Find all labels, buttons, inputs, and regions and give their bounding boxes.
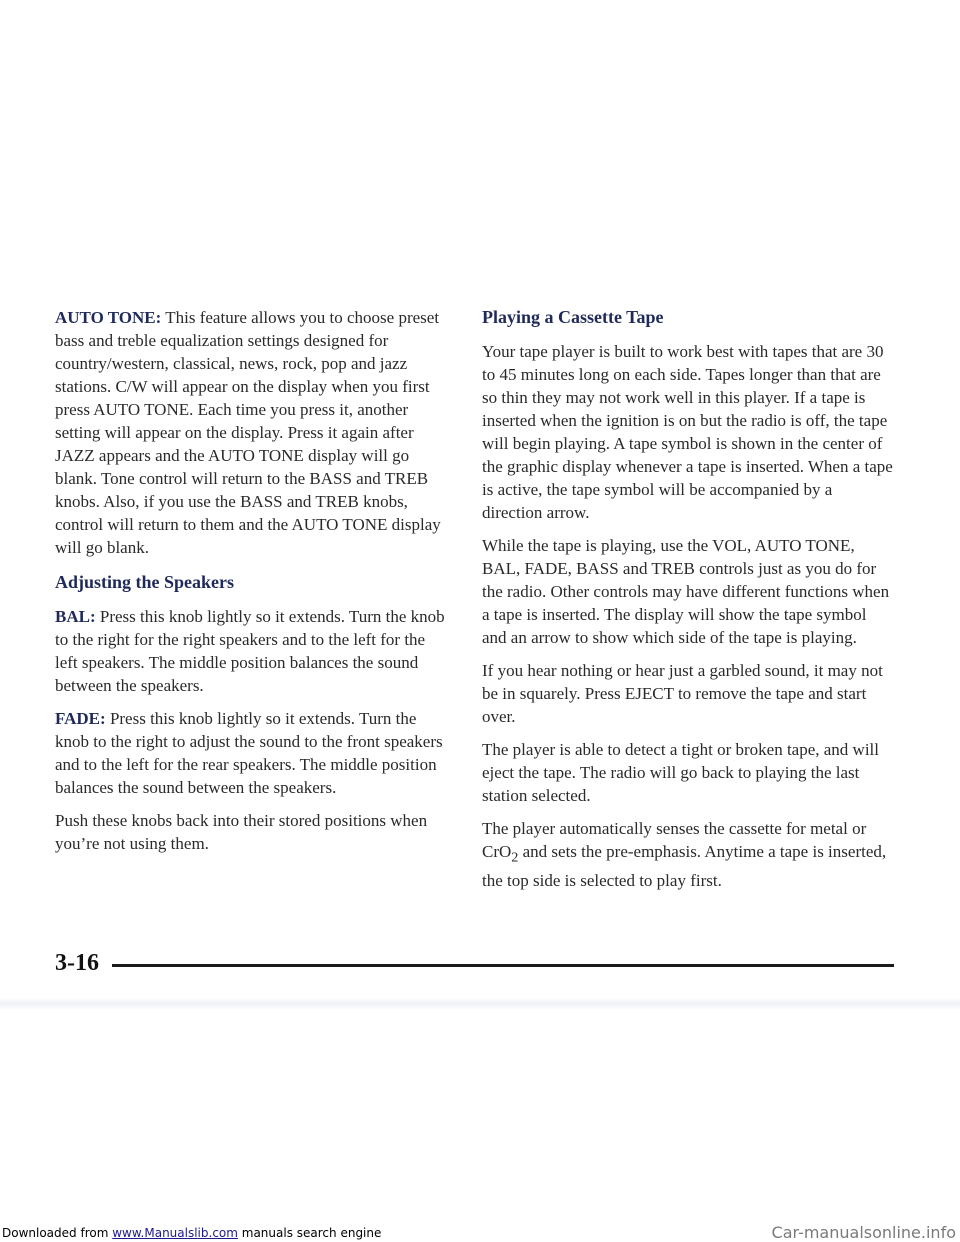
tape-controls-paragraph: While the tape is playing, use the VOL, AUTO TONE, BAL, FADE, BASS and TREB controls just as you do for the radio. Other controls may have different functions when a tape is inserted. The display will show the tape symbol and an arrow to show which side of the tape is playing.	[482, 536, 890, 647]
bal-text: Press this knob lightly so it extends. Turn the knob to the right for the right speakers and to the left for the left speakers. The middle position balances the sound between the speakers.	[55, 607, 445, 695]
tape-player-paragraph: Your tape player is built to work best with tapes that are 30 to 45 minutes long on each side. Tapes longer than that are so thin they may not work well in this player. If a tape is inserted when the ignition is on but the radio is off, the tape will begin playing. A tape symbol is shown in the center of the graphic display whenever a tape is inserted. When a tape is active, the tape symbol will be accompanied by a direction arrow.	[482, 342, 893, 522]
footer-prefix: Downloaded from	[2, 1226, 113, 1240]
fade-term: FADE:	[55, 709, 106, 728]
adjusting-speakers-heading: Adjusting the Speakers	[55, 572, 235, 592]
cro2-subscript: 2	[511, 849, 519, 866]
footer-suffix: manuals search engine	[237, 1226, 382, 1240]
pre-emphasis-text-b: and sets the pre-emphasis. Anytime a tape is inserted, the top side is selected to play first.	[482, 842, 887, 891]
pre-emphasis-text-a: The player automatically senses the cassette for metal or CrO	[482, 819, 867, 861]
manualslib-link[interactable]: www.Manualslib.com	[112, 1226, 238, 1240]
auto-tone-paragraph	[55, 306, 450, 559]
footer-rule	[112, 964, 894, 967]
auto-tone-term: AUTO TONE:	[55, 308, 162, 327]
watermark-text: Car-manualsonline.info	[771, 1223, 956, 1242]
scan-shadow-band	[0, 998, 960, 1010]
fade-text: Press this knob lightly so it extends. Turn the knob to the right to adjust the sound to the front speakers and to the left for the rear speakers. The middle position balances the sound between the speakers.	[55, 709, 443, 797]
push-knobs-paragraph: Push these knobs back into their stored positions when you’re not using them.	[55, 811, 428, 853]
right-column	[482, 306, 894, 902]
left-column	[55, 306, 450, 865]
auto-tone-text: This feature allows you to choose preset bass and treble equalization settings designed for country/western, classical, news, rock, pop and jazz stations. C/W will appear on the display when you first press AUTO TONE. Each time you press it, another setting will appear on the display. Press it again after JAZZ appears and the AUTO TONE display will go blank. Tone control will return to the BASS and TREB knobs. Also, if you use the BASS and TREB knobs, control will return to them and the AUTO TONE display will go blank.	[55, 308, 441, 557]
bal-paragraph	[55, 605, 450, 697]
download-footer	[2, 1224, 958, 1242]
fade-paragraph	[55, 707, 450, 799]
garbled-sound-paragraph: If you hear nothing or hear just a garbled sound, it may not be in squarely. Press EJECT to remove the tape and start over.	[482, 661, 883, 726]
bal-term: BAL:	[55, 607, 96, 626]
page-number: 3-16	[55, 950, 99, 976]
cassette-heading: Playing a Cassette Tape	[482, 307, 664, 327]
pre-emphasis-paragraph	[482, 817, 894, 892]
broken-tape-paragraph: The player is able to detect a tight or broken tape, and will eject the tape. The radio will go back to playing the last station selected.	[482, 740, 880, 805]
